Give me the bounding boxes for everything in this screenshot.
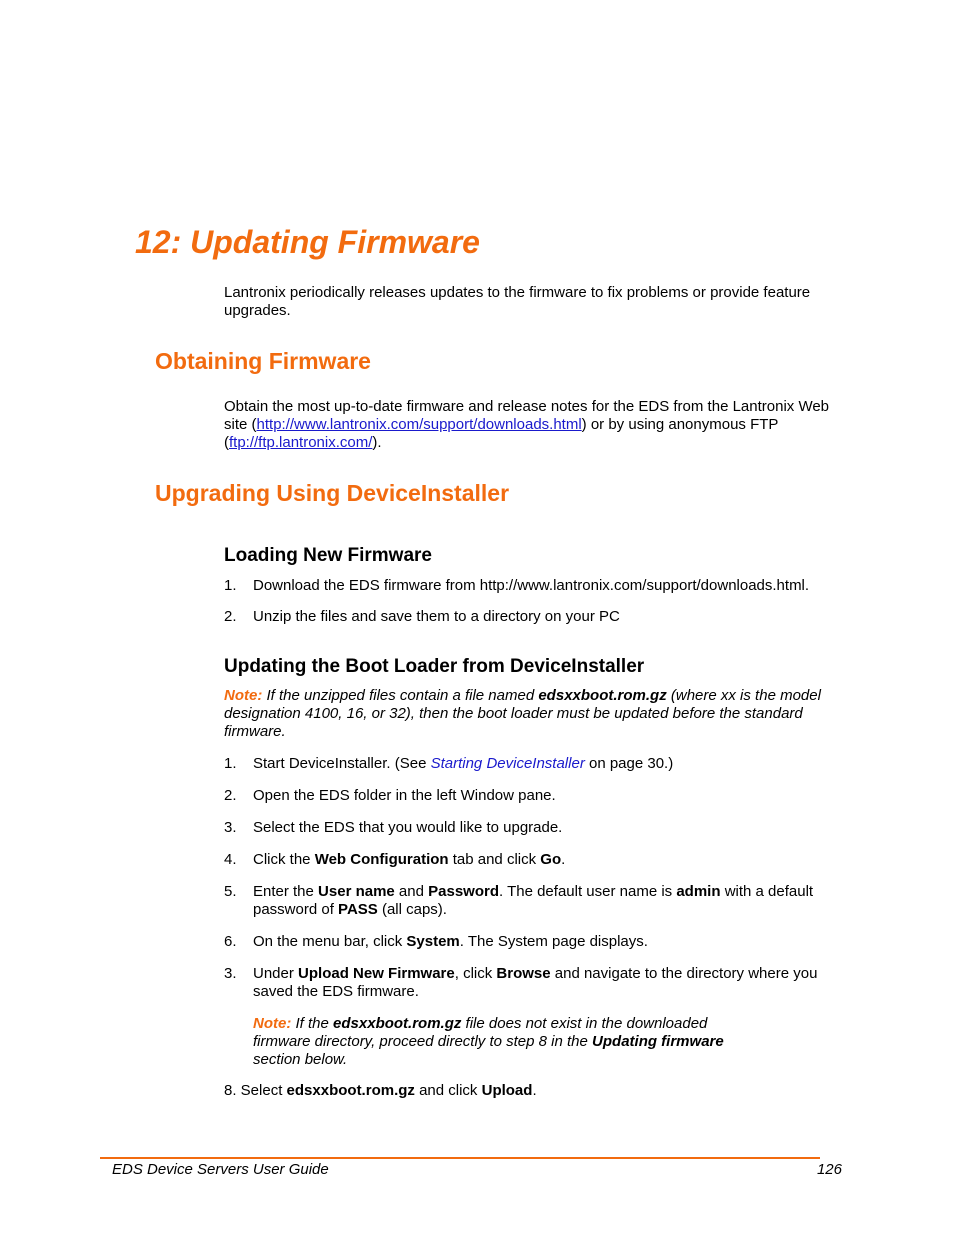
note-label: Note:	[253, 1015, 292, 1032]
list-number: 3.	[224, 819, 237, 836]
step-text: . The System page displays.	[459, 933, 648, 950]
step-text: tab and click	[448, 851, 541, 868]
step-text: . The default user name is	[499, 883, 677, 900]
step-text: 8. Select	[224, 1082, 287, 1099]
subheading-loading: Loading New Firmware	[224, 545, 432, 566]
step-bold: Upload	[481, 1082, 533, 1099]
note-text: section below.	[253, 1051, 348, 1068]
obtaining-text-3: ).	[372, 434, 382, 451]
section-heading-upgrading: Upgrading Using DeviceInstaller	[155, 480, 510, 506]
list-number: 6.	[224, 933, 237, 950]
step-text: and	[394, 883, 429, 900]
chapter-title: 12: Updating Firmware	[135, 224, 480, 260]
step-bold: PASS	[338, 901, 378, 918]
step-bold: User name	[318, 883, 395, 900]
subheading-bootloader: Updating the Boot Loader from DeviceInstaller	[224, 656, 645, 677]
step-bold: edsxxboot.rom.gz	[286, 1082, 415, 1099]
list-text	[253, 755, 844, 773]
footer-rule	[100, 1157, 820, 1159]
section-heading-obtaining: Obtaining Firmware	[155, 348, 371, 374]
step-text: (all caps).	[377, 901, 447, 918]
obtaining-text-1: Obtain the most up-to-date firmware and release notes for the EDS from the Lantronix Web site (	[224, 398, 830, 433]
note-filename: edsxxboot.rom.gz	[538, 687, 667, 704]
intro-paragraph: Lantronix periodically releases updates to the firmware to fix problems or provide feature upgrades.	[224, 284, 811, 319]
step-bold: Password	[428, 883, 500, 900]
list-number: 2.	[224, 787, 237, 804]
list-text: Open the EDS folder in the left Window pane.	[253, 787, 556, 804]
step-text: and click	[414, 1082, 482, 1099]
note-label: Note:	[224, 687, 263, 704]
step-text: Under	[253, 965, 299, 982]
step-text: .	[532, 1082, 537, 1099]
bootloader-note	[224, 687, 824, 741]
list-text: Select the EDS that you would like to upgrade.	[253, 819, 563, 836]
note-text-post: (where xx is the model designation 4100, 16, or 32), then the boot loader must be updated before the standard firmware.	[224, 687, 821, 740]
footer-title: EDS Device Servers User Guide	[112, 1161, 329, 1178]
step-text: on page 30.)	[584, 755, 674, 772]
step-bold: Web Configuration	[314, 851, 449, 868]
note-text: If the	[291, 1015, 334, 1032]
starting-deviceinstaller-link[interactable]: Starting DeviceInstaller	[430, 755, 585, 772]
note-text-pre: If the unzipped files contain a file named	[262, 687, 539, 704]
list-text	[253, 851, 844, 869]
firmware-note	[253, 1015, 753, 1069]
step-text: Start DeviceInstaller. (See	[253, 755, 431, 772]
list-number: 3.	[224, 965, 237, 982]
list-text: Unzip the files and save them to a directory on your PC	[253, 608, 620, 625]
note-bold: Updating firmware	[592, 1033, 724, 1050]
list-text: Download the EDS firmware from http://www.lantronix.com/support/downloads.html.	[253, 577, 810, 594]
list-text	[253, 965, 844, 1001]
step-bold: Browse	[496, 965, 551, 982]
step-bold: Upload New Firmware	[298, 965, 455, 982]
step-text: .	[561, 851, 566, 868]
step-text: with a default password of	[253, 883, 814, 918]
step-text: and navigate to the directory where you saved the EDS firmware.	[253, 965, 818, 1000]
step-text: , click	[454, 965, 497, 982]
step-text: Enter the	[253, 883, 319, 900]
list-number: 1.	[224, 577, 237, 594]
note-filename: edsxxboot.rom.gz	[333, 1015, 462, 1032]
ftp-link[interactable]: ftp://ftp.lantronix.com/	[229, 434, 373, 451]
step-bold: admin	[676, 883, 721, 900]
step-bold: System	[406, 933, 460, 950]
list-number: 2.	[224, 608, 237, 625]
obtaining-paragraph	[224, 398, 844, 452]
note-text: file does not exist in the downloaded firmware directory, proceed directly to step 8 in the	[253, 1015, 708, 1050]
list-number: 5.	[224, 883, 237, 900]
list-number: 4.	[224, 851, 237, 868]
list-text	[253, 933, 844, 951]
downloads-link[interactable]: http://www.lantronix.com/support/downloads.html	[256, 416, 582, 433]
step-text: Click the	[253, 851, 315, 868]
page-number: 126	[816, 1161, 842, 1178]
list-text	[253, 883, 844, 919]
step-bold: Go	[540, 851, 562, 868]
step-8	[224, 1082, 844, 1100]
step-text: On the menu bar, click	[253, 933, 407, 950]
list-number: 1.	[224, 755, 237, 772]
obtaining-text-2: ) or by using anonymous FTP (	[224, 416, 779, 451]
